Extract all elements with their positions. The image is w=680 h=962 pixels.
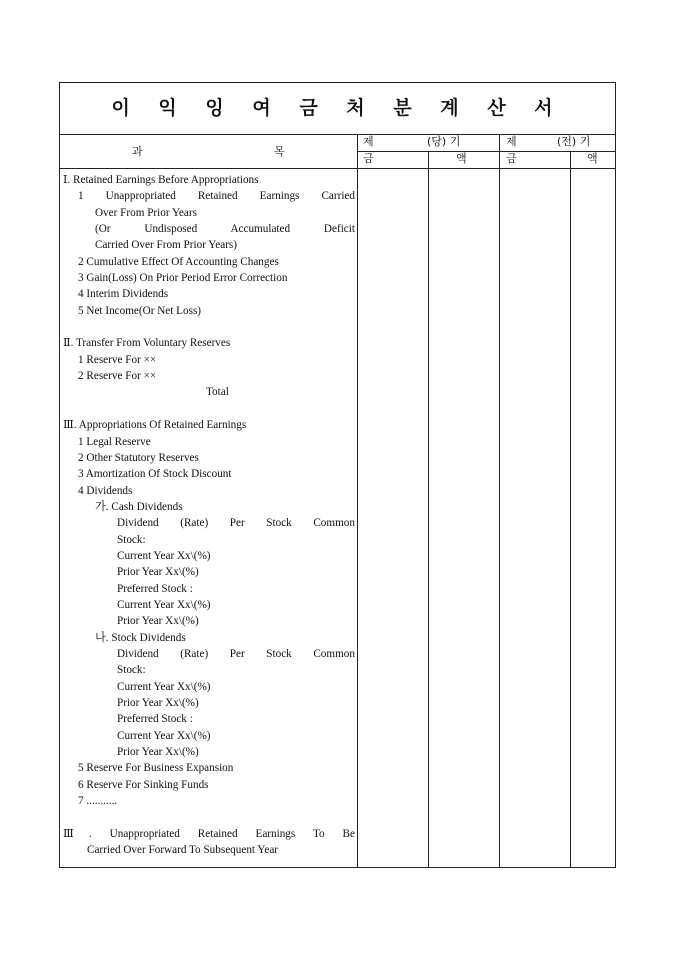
row-3-3: 3 Amortization Of Stock Discount <box>78 468 232 481</box>
row-2-1: 1 Reserve For ×× <box>78 353 157 366</box>
row-3-4a-7: Prior Year Xx\(%) <box>117 615 199 628</box>
row-1-4: 4 Interim Dividends <box>78 288 169 301</box>
section-2-title: Ⅱ. Transfer From Voluntary Reserves <box>63 337 231 350</box>
row-3-2: 2 Other Statutory Reserves <box>78 451 199 464</box>
header-prior-period: (전) 기 <box>557 135 591 148</box>
row-3-7: 7 ........... <box>78 795 118 808</box>
spacer <box>63 809 355 825</box>
row-3-4a-4: Prior Year Xx\(%) <box>117 566 199 579</box>
col-divider-period <box>499 134 500 867</box>
section-1-title: Ⅰ. Retained Earnings Before Appropriations <box>63 174 259 186</box>
header-prior-amount-right: 액 <box>587 152 598 165</box>
section-3-title: Ⅲ. Appropriations Of Retained Earnings <box>63 419 247 432</box>
section-4-title-cont: Carried Over Forward To Subsequent Year <box>87 844 279 857</box>
row-2-total: Total <box>206 386 229 399</box>
header-account-left: 과 <box>132 145 143 158</box>
row-1-3: 3 Gain(Loss) On Prior Period Error Correction <box>78 272 288 285</box>
row-1-2: 2 Cumulative Effect Of Accounting Changes <box>78 255 279 268</box>
header-bottom-rule <box>60 168 615 169</box>
row-3-4: 4 Dividends <box>78 484 133 497</box>
row-3-4b-1: Dividend (Rate) Per Stock Common <box>117 647 355 660</box>
col-divider-prior-mid <box>570 152 571 867</box>
header-prior-amount-left: 금 <box>506 152 517 165</box>
col-divider-current-mid <box>428 152 429 867</box>
account-column <box>63 172 355 858</box>
row-3-4a-3: Current Year Xx\(%) <box>117 549 211 562</box>
row-3-4a-5: Preferred Stock : <box>117 582 193 595</box>
row-3-4b-6: Current Year Xx\(%) <box>117 729 211 742</box>
row-3-4b-3: Current Year Xx\(%) <box>117 680 211 693</box>
header-current-amount-left: 금 <box>363 152 374 165</box>
row-1-1b: Over From Prior Years <box>95 206 197 219</box>
row-1-1a: 1 Unappropriated Retained Earnings Carried <box>78 190 355 203</box>
header-mid-rule <box>357 151 615 152</box>
section-4-title: Ⅲ. Unappropriated Retained Earnings To Be <box>63 827 355 840</box>
row-1-1c: (Or Undisposed Accumulated Deficit <box>95 223 355 236</box>
row-3-4b-2: Stock: <box>117 664 146 677</box>
row-3-4b: 나. Stock Dividends <box>95 631 186 644</box>
spacer <box>63 319 355 335</box>
statement-title: 이 익 잉 여 금 처 분 계 산 서 <box>60 83 615 135</box>
row-3-4b-7: Prior Year Xx\(%) <box>117 746 199 759</box>
header-prior-je: 제 <box>506 135 517 148</box>
row-3-4a: 가. Cash Dividends <box>95 500 183 513</box>
header-current-period: (당) 기 <box>427 135 461 148</box>
row-3-4a-6: Current Year Xx\(%) <box>117 598 211 611</box>
header-current-amount-right: 액 <box>456 152 467 165</box>
row-3-6: 6 Reserve For Sinking Funds <box>78 778 209 791</box>
row-3-4a-1: Dividend (Rate) Per Stock Common <box>117 517 355 530</box>
header-current-je: 제 <box>363 135 374 148</box>
row-3-5: 5 Reserve For Business Expansion <box>78 762 234 775</box>
spacer <box>63 401 355 417</box>
row-1-5: 5 Net Income(Or Net Loss) <box>78 304 202 317</box>
statement-table <box>59 82 616 868</box>
row-1-1d: Carried Over From Prior Years) <box>95 239 237 252</box>
row-3-1: 1 Legal Reserve <box>78 435 151 448</box>
row-3-4a-2: Stock: <box>117 533 146 546</box>
col-divider-account <box>357 134 358 867</box>
row-3-4b-4: Prior Year Xx\(%) <box>117 697 199 709</box>
row-3-4b-5: Preferred Stock : <box>117 713 193 726</box>
header-account-right: 목 <box>274 145 285 158</box>
row-2-2: 2 Reserve For ×× <box>78 370 157 383</box>
